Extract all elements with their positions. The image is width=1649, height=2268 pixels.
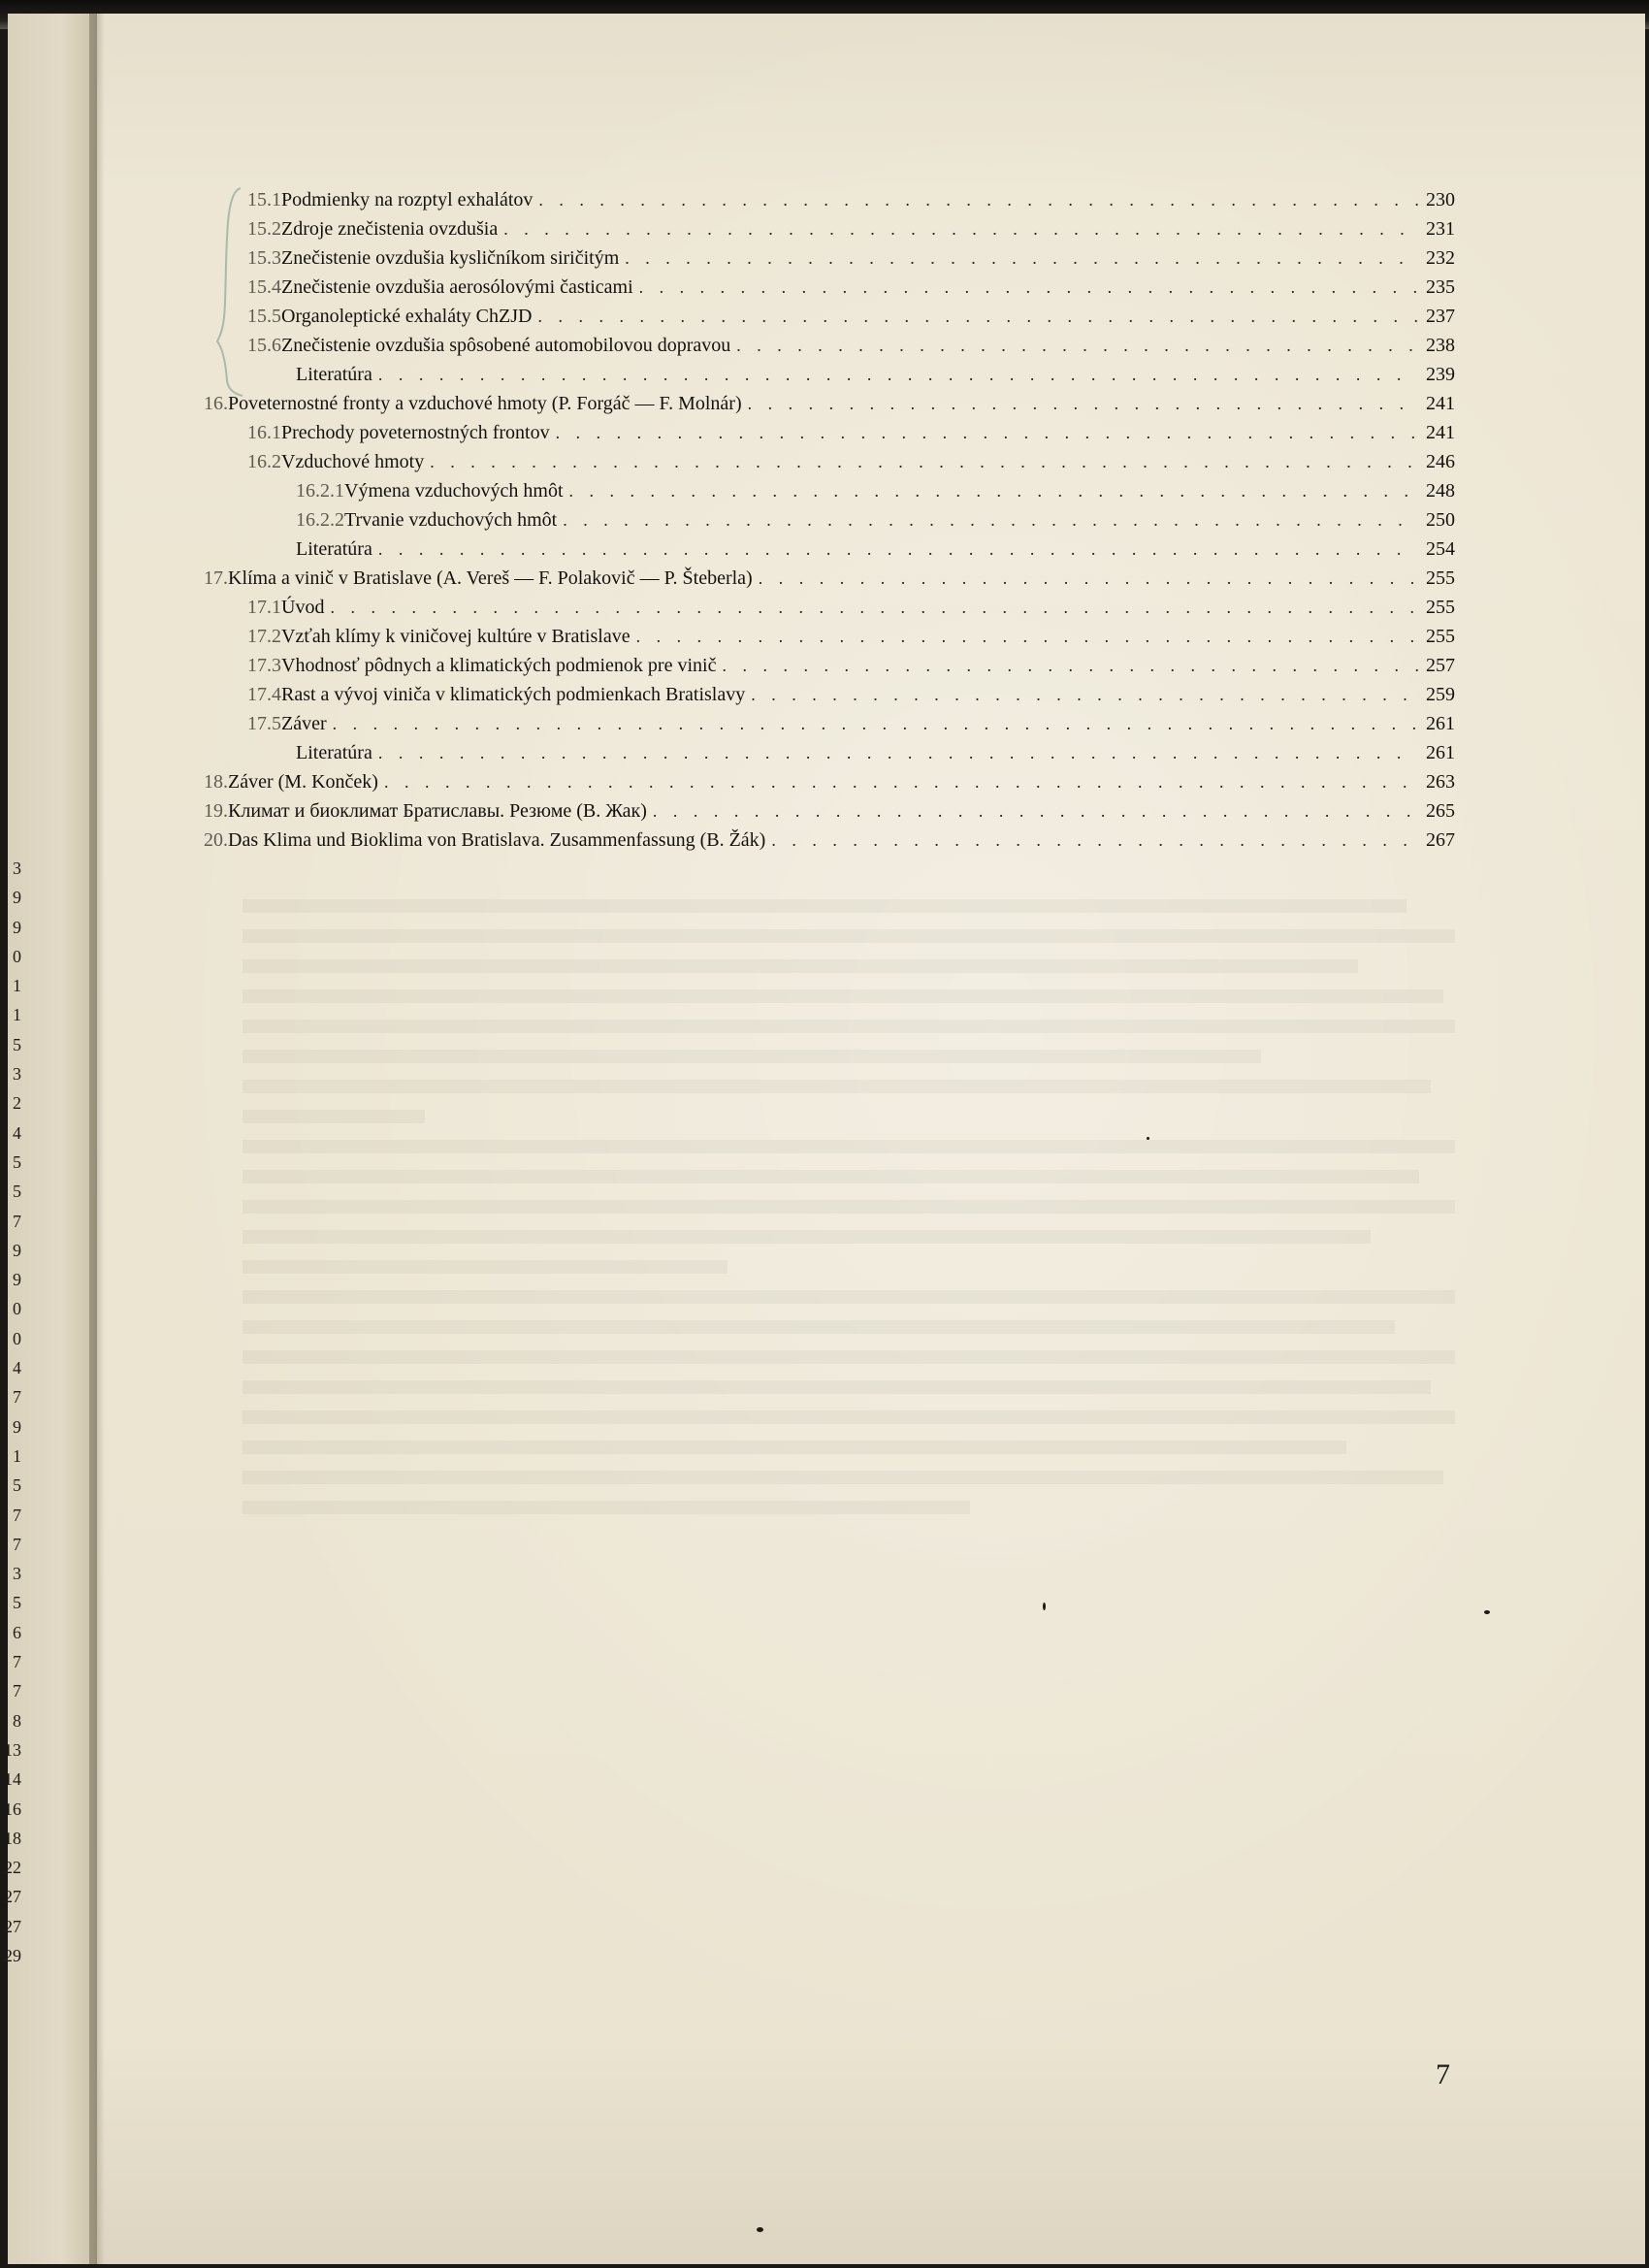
toc-entry-page: 265 — [1426, 800, 1455, 822]
toc-entry-number: 15.4 — [247, 276, 281, 298]
dust-speck — [1147, 1137, 1149, 1140]
toc-entry-title: Záver (M. Konček) — [228, 771, 378, 793]
toc-entry-title: Prechody poveternostných frontov — [281, 422, 550, 443]
spine-digit: 9 — [13, 917, 21, 937]
spine-digit: 2 — [13, 1093, 21, 1114]
spine-shadow — [89, 14, 105, 2264]
toc-entry-page: 254 — [1426, 538, 1455, 560]
toc-entry-title: Vzduchové hmoty — [281, 451, 425, 472]
dot-leader — [636, 627, 1418, 647]
toc-entry — [204, 451, 1455, 480]
toc-entry-title: Literatúra — [296, 364, 372, 385]
toc-entry-page: 255 — [1426, 626, 1455, 647]
toc-entry-number: 16.2.1 — [296, 480, 344, 502]
toc-entry — [204, 538, 1455, 567]
toc-entry-title: Znečistenie ovzdušia spôsobené automobilovou dopravou — [281, 335, 731, 356]
spine-digit: 1 — [13, 976, 21, 996]
toc-entry — [204, 597, 1455, 626]
spine-digit: 13 — [4, 1739, 21, 1760]
spine-digit: 5 — [13, 1182, 21, 1202]
dot-leader — [430, 452, 1418, 472]
toc-entry — [204, 800, 1455, 829]
toc-entry-page: 237 — [1426, 306, 1455, 327]
toc-entry-number: 16.2 — [247, 451, 281, 472]
dust-speck — [1484, 1610, 1490, 1614]
toc-entry — [204, 655, 1455, 684]
page-number: 7 — [1436, 2058, 1450, 2090]
dot-leader — [748, 394, 1418, 414]
toc-entry-title: Znečistenie ovzdušia kysličníkom siričitým — [281, 247, 620, 269]
spine-digit: 0 — [13, 946, 21, 966]
toc-entry-title: Znečistenie ovzdušia aerosólovými časticami — [281, 276, 633, 298]
toc-entry — [204, 684, 1455, 713]
toc-entry — [204, 771, 1455, 800]
toc-entry-title: Vzťah klímy k viničovej kultúre v Bratislave — [281, 626, 630, 647]
toc-entry — [204, 829, 1455, 859]
toc-entry-page: 241 — [1426, 393, 1455, 414]
dot-leader — [759, 568, 1418, 589]
toc-entry — [204, 567, 1455, 597]
toc-entry — [204, 218, 1455, 247]
spine-digit: 16 — [4, 1798, 21, 1819]
toc-entry-page: 248 — [1426, 480, 1455, 502]
table-of-contents — [204, 189, 1455, 859]
toc-entry-number: 17.3 — [247, 655, 281, 676]
toc-entry — [204, 276, 1455, 306]
toc-entry-number: 16. — [204, 393, 228, 414]
toc-entry — [204, 335, 1455, 364]
toc-entry-number: 17.2 — [247, 626, 281, 647]
toc-entry-title: Poveternostné fronty a vzduchové hmoty (P. Forgáč — F. Molnár) — [228, 393, 742, 414]
spine-digit: 3 — [13, 859, 21, 878]
toc-entry — [204, 626, 1455, 655]
toc-entry-page: 257 — [1426, 655, 1455, 676]
toc-entry-page: 261 — [1426, 713, 1455, 734]
toc-entry-title: Zdroje znečistenia ovzdušia — [281, 218, 499, 240]
dot-leader — [625, 248, 1418, 269]
spine-digit: 5 — [13, 1475, 21, 1496]
toc-entry-number: 16.2.2 — [296, 509, 344, 531]
toc-entry-title: Podmienky na rozptyl exhalátov — [281, 189, 534, 211]
toc-entry-title: Úvod — [281, 597, 325, 618]
toc-entry-title: Literatúra — [296, 742, 372, 763]
toc-entry-title: Rast a vývoj viniča v klimatických podmienkach Bratislavy — [281, 684, 746, 705]
dust-speck — [1043, 1603, 1046, 1610]
toc-entry — [204, 393, 1455, 422]
spine-digit: 9 — [13, 888, 21, 908]
spine-digit: 4 — [13, 1358, 21, 1378]
toc-entry — [204, 713, 1455, 742]
spine-digit: 4 — [13, 1122, 21, 1143]
spine-digit: 14 — [4, 1769, 21, 1790]
dot-leader — [538, 190, 1418, 211]
toc-entry-title: Klíma a vinič v Bratislave (A. Vereš — F. Polakovič — P. Šteberla) — [228, 567, 753, 589]
toc-entry-title: Trvanie vzduchových hmôt — [344, 509, 558, 531]
toc-entry — [204, 189, 1455, 218]
toc-entry — [204, 480, 1455, 509]
toc-entry-number: 18. — [204, 771, 228, 793]
toc-entry-number: 15.2 — [247, 218, 281, 240]
toc-entry-title: Климат и биоклимат Братиславы. Резюме (В. Жак) — [228, 800, 647, 822]
spine-digit: 6 — [13, 1622, 21, 1642]
toc-entry-number: 19. — [204, 800, 228, 822]
dot-leader — [653, 801, 1418, 822]
toc-entry — [204, 742, 1455, 771]
spine-digit: 27 — [4, 1916, 21, 1936]
spine-digit: 22 — [4, 1858, 21, 1878]
toc-entry-number: 15.1 — [247, 189, 281, 211]
spine-digit: 5 — [13, 1593, 21, 1613]
toc-entry-number: 20. — [204, 829, 228, 851]
dot-leader — [537, 307, 1418, 327]
toc-entry-number: 15.6 — [247, 335, 281, 356]
spine-digit: 7 — [13, 1211, 21, 1231]
spine-digit: 9 — [13, 1416, 21, 1437]
dot-leader — [771, 830, 1418, 851]
spine-digit: 3 — [13, 1564, 21, 1584]
toc-entry-page: 255 — [1426, 597, 1455, 618]
dot-leader — [384, 772, 1418, 793]
toc-entry-page: 241 — [1426, 422, 1455, 443]
dot-leader — [378, 539, 1418, 560]
spine-digit: 0 — [13, 1299, 21, 1319]
spine-digit: 9 — [13, 1270, 21, 1290]
toc-entry-number: 17.4 — [247, 684, 281, 705]
spine-digit: 1 — [13, 1445, 21, 1466]
previous-page-page-numbers — [0, 854, 21, 1970]
dot-leader — [563, 510, 1418, 531]
spine-digit: 8 — [13, 1710, 21, 1731]
spine-digit: 7 — [13, 1387, 21, 1408]
toc-entry — [204, 509, 1455, 538]
toc-entry-page: 238 — [1426, 335, 1455, 356]
dot-leader — [333, 714, 1418, 734]
toc-entry-page: 239 — [1426, 364, 1455, 385]
toc-entry-page: 263 — [1426, 771, 1455, 793]
dot-leader — [736, 336, 1418, 356]
dot-leader — [378, 365, 1418, 385]
dot-leader — [639, 277, 1418, 298]
spine-digit: 7 — [13, 1652, 21, 1672]
spine-digit: 7 — [13, 1534, 21, 1554]
spine-digit: 7 — [13, 1505, 21, 1525]
toc-entry-title: Výmena vzduchových hmôt — [344, 480, 564, 502]
dust-speck — [757, 2227, 763, 2232]
spine-digit: 5 — [13, 1151, 21, 1172]
spine-digit: 27 — [4, 1887, 21, 1907]
dot-leader — [569, 481, 1419, 502]
toc-entry-number: 17. — [204, 567, 228, 589]
spine-digit: 7 — [13, 1681, 21, 1701]
spine-digit: 1 — [13, 1005, 21, 1025]
dot-leader — [751, 685, 1418, 705]
dot-leader — [378, 743, 1418, 763]
toc-entry-number: 15.3 — [247, 247, 281, 269]
toc-entry-page: 230 — [1426, 189, 1455, 211]
spine-digit: 3 — [13, 1064, 21, 1085]
toc-entry-page: 231 — [1426, 218, 1455, 240]
dot-leader — [556, 423, 1418, 443]
spine-digit: 5 — [13, 1034, 21, 1054]
toc-entry-page: 255 — [1426, 567, 1455, 589]
dot-leader — [722, 656, 1418, 676]
toc-entry-title: Záver — [281, 713, 327, 734]
toc-entry-page: 246 — [1426, 451, 1455, 472]
toc-entry — [204, 422, 1455, 451]
toc-entry-title: Vhodnosť pôdnych a klimatických podmienok pre vinič — [281, 655, 717, 676]
toc-entry-page: 261 — [1426, 742, 1455, 763]
spine-digit: 18 — [4, 1828, 21, 1848]
toc-entry-page: 235 — [1426, 276, 1455, 298]
dot-leader — [330, 598, 1418, 618]
spine-digit: 29 — [4, 1945, 21, 1965]
toc-entry-number: 17.5 — [247, 713, 281, 734]
spine-digit: 9 — [13, 1240, 21, 1260]
toc-entry-number: 16.1 — [247, 422, 281, 443]
toc-entry-title: Organoleptické exhaláty ChZJD — [281, 306, 533, 327]
toc-entry-number: 17.1 — [247, 597, 281, 618]
toc-entry-page: 250 — [1426, 509, 1455, 531]
toc-entry — [204, 364, 1455, 393]
toc-entry-title: Literatúra — [296, 538, 372, 560]
spine-digit: 0 — [13, 1328, 21, 1348]
toc-entry-page: 232 — [1426, 247, 1455, 269]
toc-entry-page: 259 — [1426, 684, 1455, 705]
toc-entry-page: 267 — [1426, 829, 1455, 851]
toc-entry-number: 15.5 — [247, 306, 281, 327]
dot-leader — [503, 219, 1418, 240]
toc-entry-title: Das Klima und Bioklima von Bratislava. Zusammenfassung (B. Žák) — [228, 829, 766, 851]
toc-entry — [204, 306, 1455, 335]
toc-entry — [204, 247, 1455, 276]
